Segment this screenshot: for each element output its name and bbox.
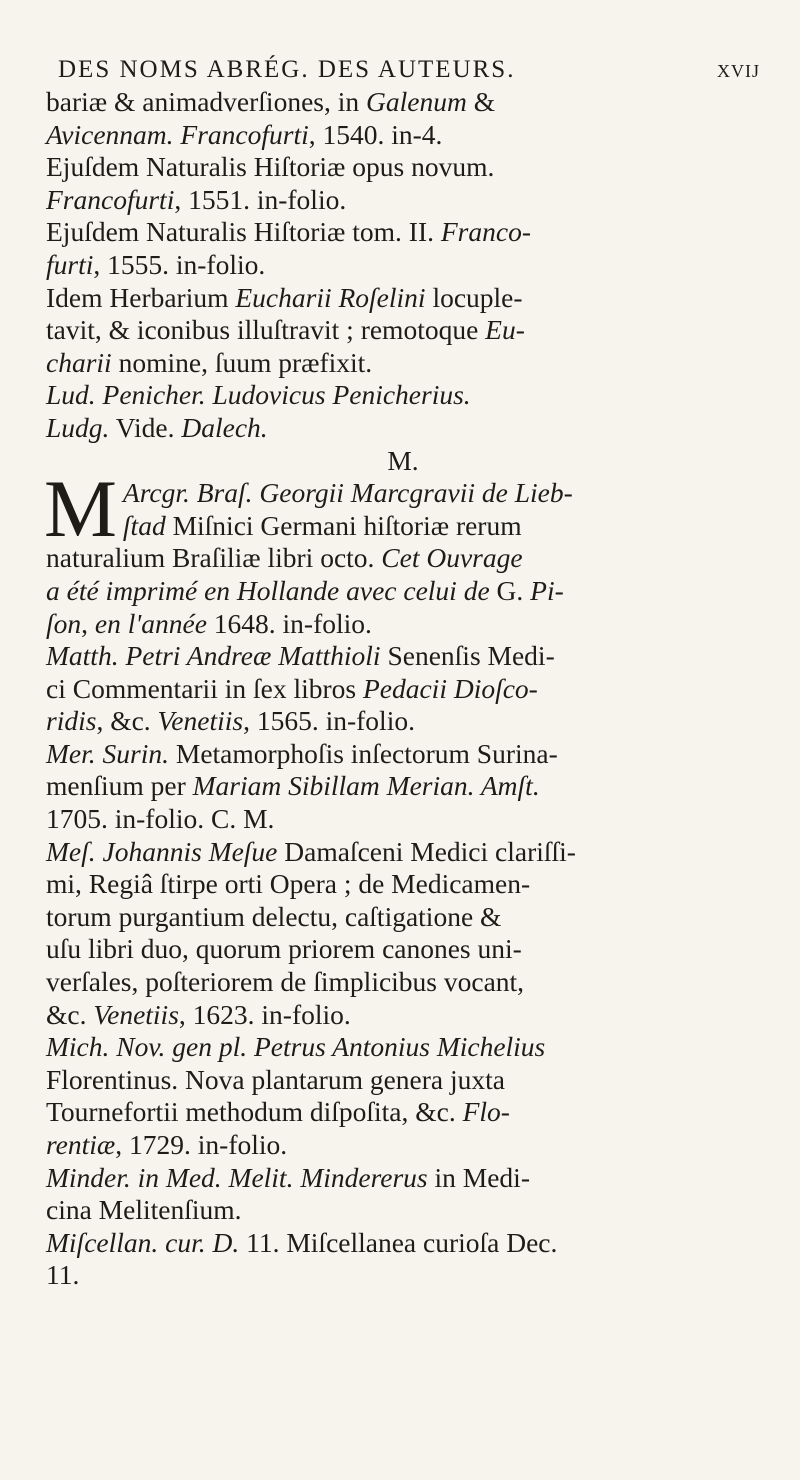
text-line-27: verſales, poſteriorem de ſimplicibus vocant, bbox=[46, 966, 525, 998]
text-line bbox=[46, 151, 760, 184]
text-line bbox=[46, 999, 760, 1032]
text-line-7: tavit, & iconibus illuſtravit ; remotoque Eu- bbox=[46, 314, 525, 346]
text-line-23: Meſ. Johannis Meſue Damaſceni Medici clariſſi- bbox=[46, 835, 576, 867]
text-line-19: ridis, &c. Venetiis, 1565. in-folio. bbox=[46, 705, 415, 737]
text-line-26: uſu libri duo, quorum priorem canones uni- bbox=[46, 933, 522, 965]
text-line-14: naturalium Braſiliæ libri octo. Cet Ouvrage bbox=[46, 542, 523, 574]
text-line-0: bariæ & animadverſiones, in Galenum & bbox=[46, 86, 496, 117]
text-line-35: Miſcellan. cur. D. 11. Miſcellanea curioſa Dec. bbox=[46, 1226, 558, 1258]
text-line-4: Ejuſdem Naturalis Hiſtoriæ tom. II. Franco- bbox=[46, 216, 531, 248]
text-line bbox=[46, 705, 760, 738]
text-line bbox=[46, 738, 760, 771]
text-line-3: Francofurti, 1551. in-folio. bbox=[46, 183, 347, 215]
text-line-30: Florentinus. Nova plantarum genera juxta bbox=[46, 1063, 505, 1095]
text-line-6: Idem Herbarium Eucharii Roſelini locuple- bbox=[46, 281, 523, 313]
text-line bbox=[46, 868, 760, 901]
text-line-10: Ludg. Vide. Dalech. bbox=[46, 411, 268, 443]
text-line bbox=[46, 836, 760, 869]
text-line-28: &c. Venetiis, 1623. in-folio. bbox=[46, 998, 351, 1030]
text-line-33: Minder. in Med. Melit. Mindererus in Medi- bbox=[46, 1161, 530, 1193]
text-line-13: ſtad Miſnici Germani hiſtoriæ rerum bbox=[122, 509, 522, 541]
text-line-1: Avicennam. Francofurti, 1540. in-4. bbox=[46, 118, 443, 150]
text-line bbox=[46, 282, 760, 315]
text-line-12: Arcgr. Braſ. Georgii Marcgravii de Lieb- bbox=[122, 477, 573, 509]
text-line bbox=[46, 379, 760, 412]
drop-cap: M bbox=[44, 463, 117, 555]
text-line bbox=[46, 901, 760, 934]
text-line bbox=[46, 510, 760, 543]
text-line-8: charii nomine, ſuum præfixit. bbox=[46, 346, 373, 378]
text-line bbox=[46, 673, 760, 706]
text-line bbox=[46, 803, 760, 836]
text-line bbox=[46, 640, 760, 673]
page-header bbox=[58, 56, 760, 84]
text-line bbox=[46, 412, 760, 445]
text-line bbox=[46, 575, 760, 608]
text-line bbox=[46, 933, 760, 966]
text-line bbox=[46, 314, 760, 347]
text-line-17: Matth. Petri Andreæ Matthioli Senenſis Medi- bbox=[46, 640, 555, 672]
text-line-9: Lud. Penicher. Ludovicus Penicherius. bbox=[46, 379, 471, 411]
text-line bbox=[46, 1031, 760, 1064]
text-line-18: ci Commentarii in ſex libros Pedacii Dioſco- bbox=[46, 672, 538, 704]
text-line-16: ſon, en l'année 1648. in-folio. bbox=[46, 607, 372, 639]
text-line bbox=[46, 1227, 760, 1260]
text-line-29: Mich. Nov. gen pl. Petrus Antonius Michelius bbox=[46, 1031, 546, 1063]
text-line-2: Ejuſdem Naturalis Hiſtoriæ opus novum. bbox=[46, 151, 495, 183]
text-line-34: cina Melitenſium. bbox=[46, 1194, 242, 1226]
running-title: DES NOMS ABRÉG. DES AUTEURS. bbox=[58, 56, 516, 83]
text-line-20: Mer. Surin. Metamorphoſis inſectorum Surina- bbox=[46, 737, 558, 769]
text-line-21: menſium per Mariam Sibillam Merian. Amſt. bbox=[46, 770, 540, 802]
text-line bbox=[46, 542, 760, 575]
text-line bbox=[46, 1194, 760, 1227]
text-line bbox=[46, 1064, 760, 1097]
text-line bbox=[46, 86, 760, 119]
text-line bbox=[46, 184, 760, 217]
text-line bbox=[46, 119, 760, 152]
text-line bbox=[46, 249, 760, 282]
text-line-36: 11. bbox=[46, 1259, 80, 1291]
text-line bbox=[46, 966, 760, 999]
text-line bbox=[46, 216, 760, 249]
text-line-24: mi, Regiâ ſtirpe orti Opera ; de Medicamen- bbox=[46, 868, 531, 900]
page-body bbox=[46, 86, 760, 1292]
text-line-32: rentiæ, 1729. in-folio. bbox=[46, 1129, 288, 1160]
text-line-31: Tournefortii methodum diſpoſita, &c. Flo- bbox=[46, 1096, 510, 1128]
text-line-15: a été imprimé en Hollande avec celui de G. Pi- bbox=[46, 574, 564, 606]
text-line bbox=[46, 1259, 760, 1292]
page-number: xvij bbox=[717, 56, 760, 83]
text-line bbox=[46, 608, 760, 641]
text-line-11: M. bbox=[387, 444, 419, 476]
text-line bbox=[46, 1096, 760, 1129]
text-line bbox=[46, 347, 760, 380]
text-line bbox=[46, 770, 760, 803]
text-line bbox=[46, 1129, 760, 1162]
text-line-5: furti, 1555. in-folio. bbox=[46, 248, 266, 280]
text-line bbox=[46, 1162, 760, 1195]
text-line-22: 1705. in-folio. C. M. bbox=[46, 803, 275, 835]
text-line-25: torum purgantium delectu, caſtigatione & bbox=[46, 900, 502, 932]
section-letter bbox=[46, 445, 760, 478]
